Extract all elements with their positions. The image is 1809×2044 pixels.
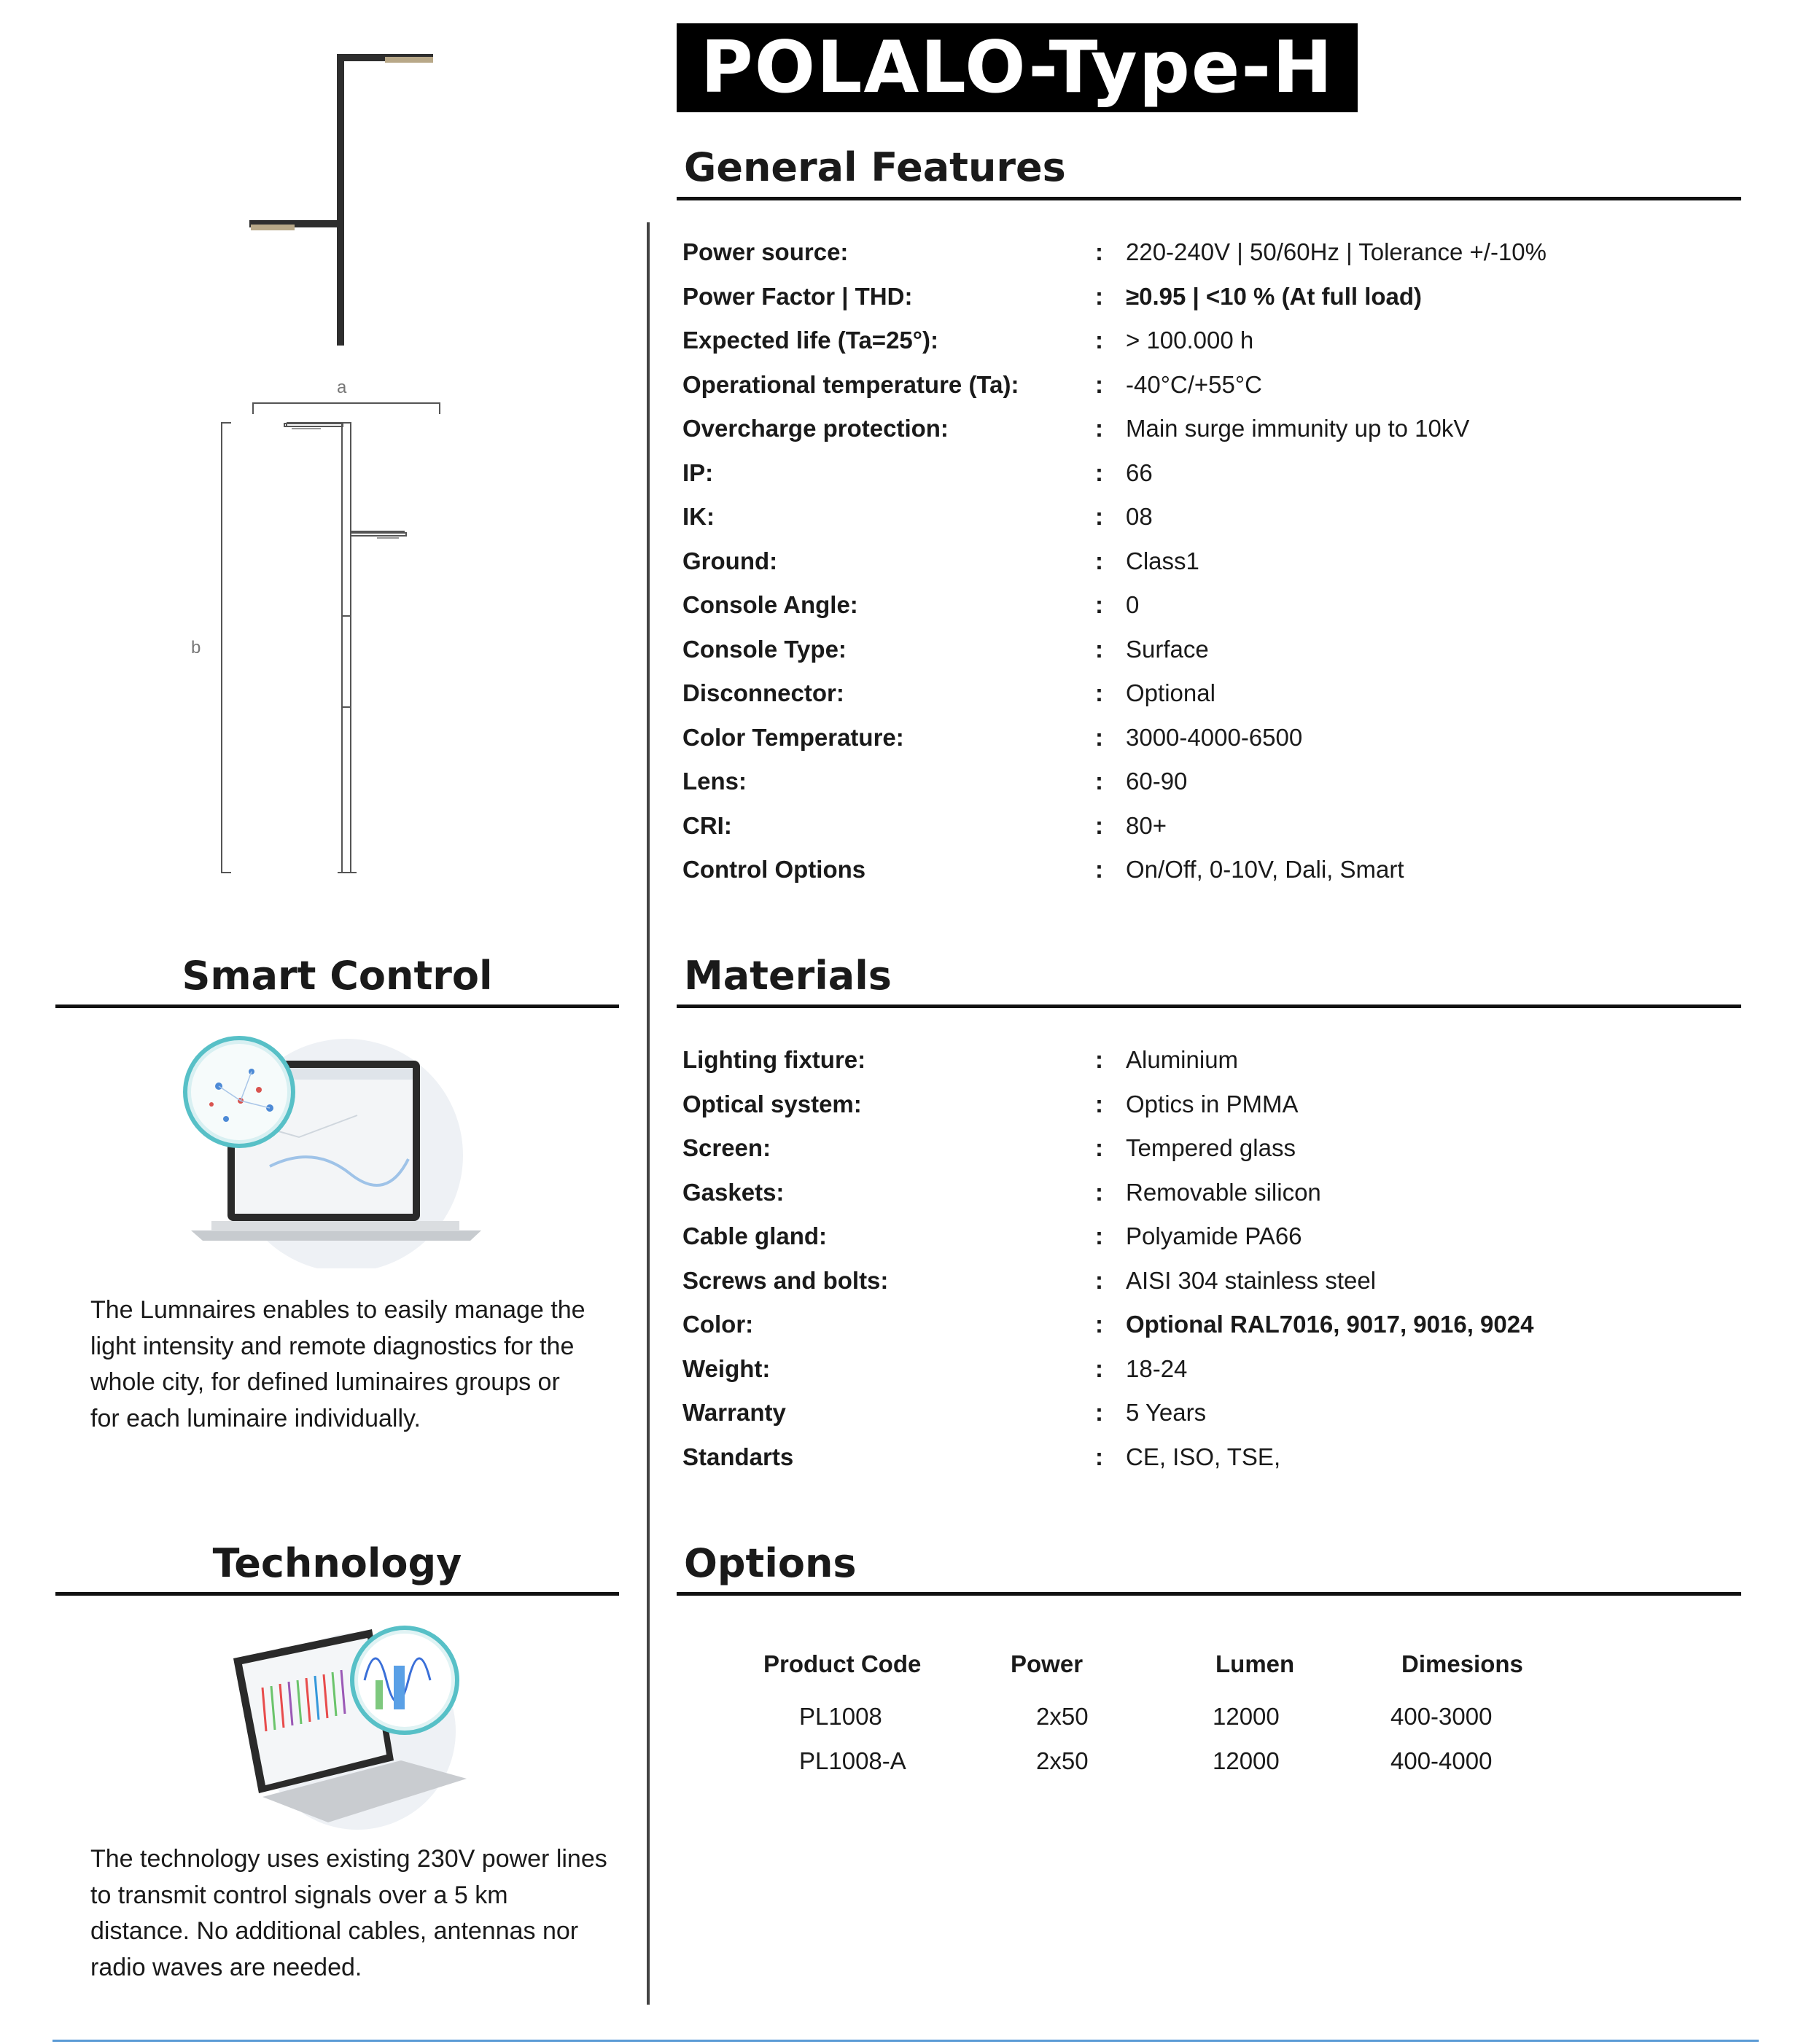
- general-features-heading: General Features: [684, 144, 1066, 190]
- pole-dimension-drawing: [186, 375, 463, 878]
- options-header-lumen: Lumen: [1215, 1650, 1295, 1677]
- options-header-dimensions: Dimesions: [1401, 1650, 1523, 1677]
- pole-silhouette: [241, 44, 445, 350]
- options-header-power: Power: [1011, 1650, 1084, 1677]
- spec-row: Ground: : Class1: [682, 547, 1199, 574]
- technology-rule: [55, 1592, 619, 1596]
- general-features-rule: [677, 197, 1741, 200]
- spec-row: Console Angle: : 0: [682, 591, 1140, 618]
- column-divider: [647, 222, 650, 2005]
- spec-row: Overcharge protection: : Main surge immunity up to 10kV: [682, 415, 1470, 442]
- material-row: Weight: : 18-24: [682, 1355, 1188, 1382]
- spec-row: Disconnector: : Optional: [682, 679, 1215, 706]
- options-cell: 12000: [1213, 1747, 1280, 1774]
- spec-row: IK: : 08: [682, 503, 1153, 530]
- material-row: Gaskets: : Removable silicon: [682, 1179, 1321, 1206]
- smart-control-laptop-illustration: [182, 1035, 481, 1268]
- material-row: Color: : Optional RAL7016, 9017, 9016, 9024: [682, 1311, 1534, 1338]
- dimension-label-a: a: [337, 378, 347, 397]
- material-row: Standarts : CE, ISO, TSE,: [682, 1443, 1281, 1470]
- options-rule: [677, 1592, 1741, 1596]
- spec-row: Console Type: : Surface: [682, 636, 1209, 663]
- product-title-box: [677, 23, 1358, 112]
- smart-control-heading: Smart Control: [182, 953, 493, 999]
- smart-control-rule: [55, 1005, 619, 1008]
- spec-row: Operational temperature (Ta): : -40°C/+55°C: [682, 371, 1262, 398]
- spec-row: CRI: : 80+: [682, 812, 1167, 839]
- options-cell: PL1008: [799, 1703, 882, 1730]
- material-row: Optical system: : Optics in PMMA: [682, 1091, 1299, 1117]
- spec-row: Power Factor | THD: : ≥0.95 | <10 % (At full load): [682, 283, 1423, 310]
- spec-row: IP: : 66: [682, 459, 1153, 486]
- materials-heading: Materials: [684, 953, 892, 999]
- material-row: Screws and bolts: : AISI 304 stainless steel: [682, 1267, 1377, 1294]
- material-row: Screen: : Tempered glass: [682, 1134, 1296, 1161]
- dimension-label-b: b: [191, 638, 201, 658]
- spec-row: Lens: : 60-90: [682, 768, 1188, 795]
- options-cell: 12000: [1213, 1703, 1280, 1730]
- material-row: Lighting fixture: : Aluminium: [682, 1046, 1239, 1073]
- spec-row: Control Options : On/Off, 0-10V, Dali, Smart: [682, 856, 1404, 883]
- product-title: POLALO-Type-H: [700, 26, 1334, 109]
- smart-control-description: The Lumnaires enables to easily manage the light intensity and remote diagnostics for the whole city, for defined luminaires groups or for each luminaire individually.: [90, 1296, 586, 1432]
- options-cell: PL1008-A: [799, 1747, 906, 1774]
- options-header-product-code: Product Code: [763, 1650, 922, 1677]
- spec-row: Power source: : 220-240V | 50/60Hz | Tolerance +/-10%: [682, 238, 1547, 265]
- spec-row: Expected life (Ta=25°): : > 100.000 h: [682, 327, 1254, 354]
- technology-heading: Technology: [212, 1540, 462, 1586]
- technology-laptop-illustration: [219, 1622, 481, 1833]
- material-row: Cable gland: : Polyamide PA66: [682, 1222, 1302, 1249]
- spec-row: Color Temperature: : 3000-4000-6500: [682, 724, 1303, 751]
- options-heading: Options: [684, 1540, 857, 1586]
- options-cell: 400-4000: [1390, 1747, 1493, 1774]
- footer-accent-line: [52, 2040, 1759, 2042]
- options-cell: 2x50: [1036, 1703, 1089, 1730]
- technology-description: The technology uses existing 230V power lines to transmit control signals over a 5 km distance. No additional cables, antennas nor radio waves are needed.: [90, 1845, 607, 1981]
- material-row: Warranty : 5 Years: [682, 1399, 1207, 1426]
- materials-rule: [677, 1005, 1741, 1008]
- options-cell: 2x50: [1036, 1747, 1089, 1774]
- options-cell: 400-3000: [1390, 1703, 1493, 1730]
